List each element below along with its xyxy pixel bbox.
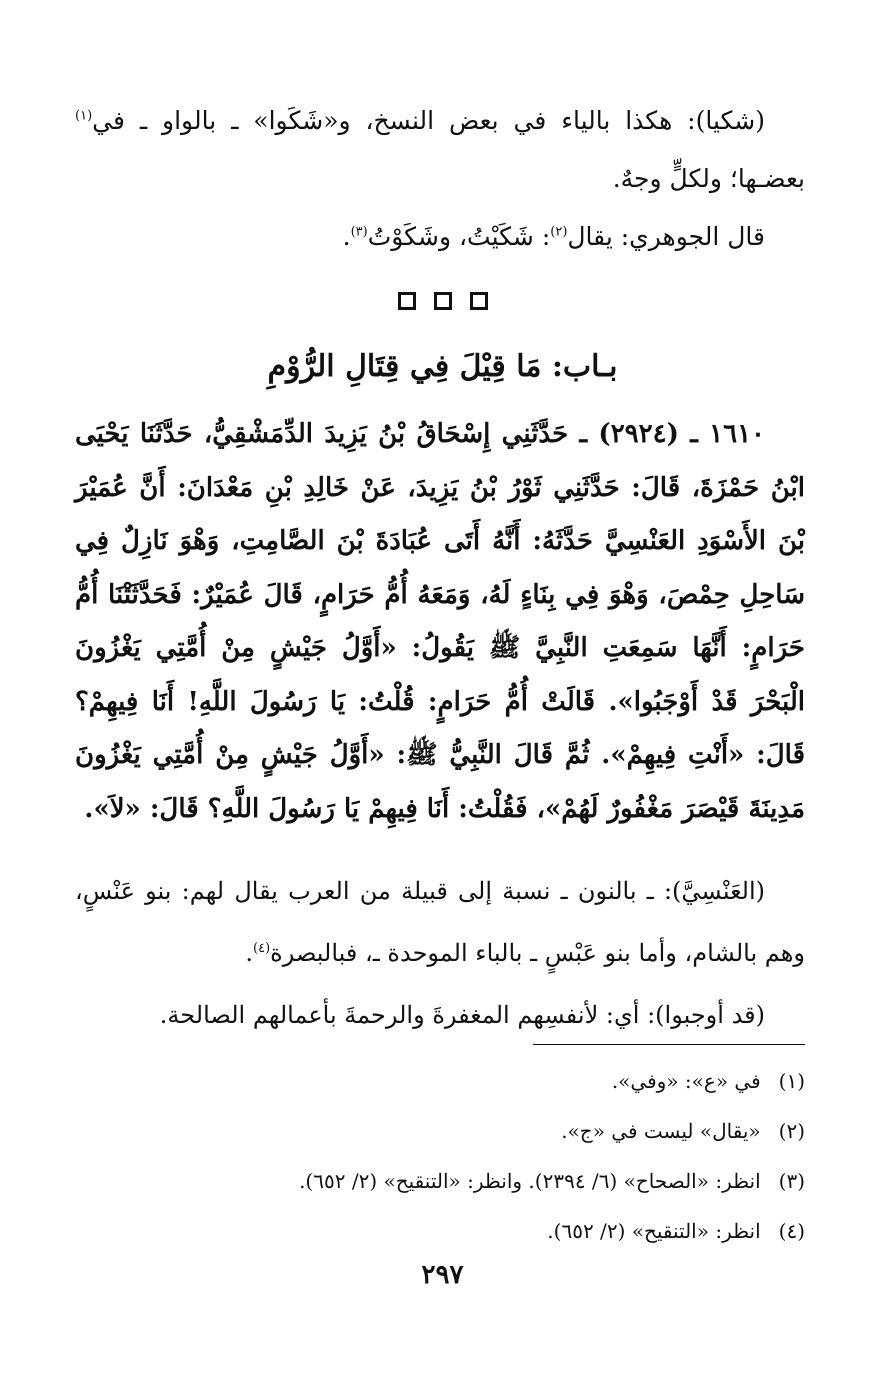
footnote-ref-3[interactable]: (٣) (350, 224, 368, 240)
footnote-text: «يقال» ليست في «ج». (561, 1119, 761, 1143)
footnote-text: في «ع»: «وفي». (611, 1069, 761, 1093)
separator-square-icon (398, 292, 416, 310)
separator-square-icon (470, 292, 488, 310)
footnote-3 (75, 1156, 805, 1206)
footnote-number: (٣) (778, 1169, 805, 1193)
hadith-paragraph: ١٦١٠ ـ (٢٩٢٤) ـ حَدَّثَنِي إِسْحَاقُ بْنُ يَزِيدَ الدِّمَشْقِيُّ، حَدَّثَنَا يَحْيَى ابْنُ حَمْزَةَ، قَالَ: حَدَّثَنِي ثَوْرُ بْنُ يَزِيدَ، عَنْ خَالِدِ بْنِ مَعْدَانَ: أَنَّ عُمَيْرَ بْنَ الأَسْوَدِ العَنْسِيَّ حَدَّثَهُ: أَنَّهُ أَتَى عُبَادَةَ بْنَ الصَّامِتِ، وَهْوَ نَازِلٌ فِي سَاحِلِ حِمْصَ، وَهْوَ فِي بِنَاءٍ لَهُ، وَمَعَهُ أُمُّ حَرَامٍ، قَالَ عُمَيْرٌ: فَحَدَّثَتْنَا أُمُّ حَرَامٍ: أَنَّهَا سَمِعَتِ النَّبِيَّ ﷺ يَقُولُ: «أَوَّلُ جَيْشٍ مِنْ أُمَّتِي يَغْزُونَ الْبَحْرَ قَدْ أَوْجَبُوا». قَالَتْ أُمُّ حَرَامٍ: قُلْتُ: يَا رَسُولَ اللَّهِ! أَنَا فِيهِمْ؟ قَالَ: «أَنْتِ فِيهِمْ». ثُمَّ قَالَ النَّبِيُّ ﷺ: «أَوَّلُ جَيْشٍ مِنْ أُمَّتِي يَغْزُونَ مَدِينَةَ قَيْصَرَ مَغْفُورٌ لَهُمْ»، فَقُلْتُ: أَنَا فِيهِمْ يَا رَسُولَ اللَّهِ؟ قَالَ: «لاَ». (75, 419, 806, 824)
footnote-ref-2[interactable]: (٢) (550, 224, 568, 240)
footnote-ref-4[interactable]: (٤) (253, 941, 271, 956)
footnote-divider (533, 1044, 805, 1045)
footnote-number: (٤) (778, 1219, 805, 1243)
commentary-bottom (75, 860, 805, 1046)
commentary-paragraph-4: (قد أوجبوا): أي: لأنفسِهم المغفرةَ والرحمةَ بأعمالهم الصالحة. (159, 1001, 765, 1029)
commentary-paragraph-1: (شكيا): هكذا بالياء في بعض النسخ، و«شَكَوا» ـ بالواو ـ في$^{(١)}$ بعضـها؛ ولكلٍّ وجهٌ. (75, 106, 805, 193)
chapter-heading: بـاب: مَا قِيْلَ فِي قِتَالِ الرُّوْمِ (267, 349, 618, 384)
footnotes (75, 1056, 805, 1256)
hadith-text (75, 408, 805, 836)
page-number: ٢٩٧ (421, 1260, 464, 1290)
footnote-text: انظر: «الصحاح» (٦/ ٢٣٩٤). وانظر: «التنقيح» (٢/ ٦٥٢). (299, 1169, 761, 1193)
commentary-paragraph-3: (العَنْسِيَّ): ـ بالنون ـ نسبة إلى قبيلة من العرب يقال لهم: بنو عَنْسٍ، وهم بالشام، وأما بنو عَبْسٍ ـ بالباء الموحدة ـ، فبالبصرة$^{(٤)}$. (75, 877, 805, 967)
footnote-ref-1[interactable]: (١) (75, 108, 93, 124)
commentary-top (75, 92, 805, 266)
footnote-4 (75, 1206, 805, 1256)
separator-square-icon (434, 292, 452, 310)
section-separator (0, 290, 885, 310)
footnote-2 (75, 1106, 805, 1156)
footnote-number: (٢) (778, 1119, 805, 1143)
commentary-paragraph-2: قال الجوهري: يقال$^{(٢)}$: شَكَيْتُ، وشَكَوْتُ$^{(٣)}$. (342, 222, 765, 251)
footnote-text: انظر: «التنقيح» (٢/ ٦٥٢). (547, 1219, 761, 1243)
footnote-1 (75, 1056, 805, 1106)
footnote-number: (١) (778, 1069, 805, 1093)
